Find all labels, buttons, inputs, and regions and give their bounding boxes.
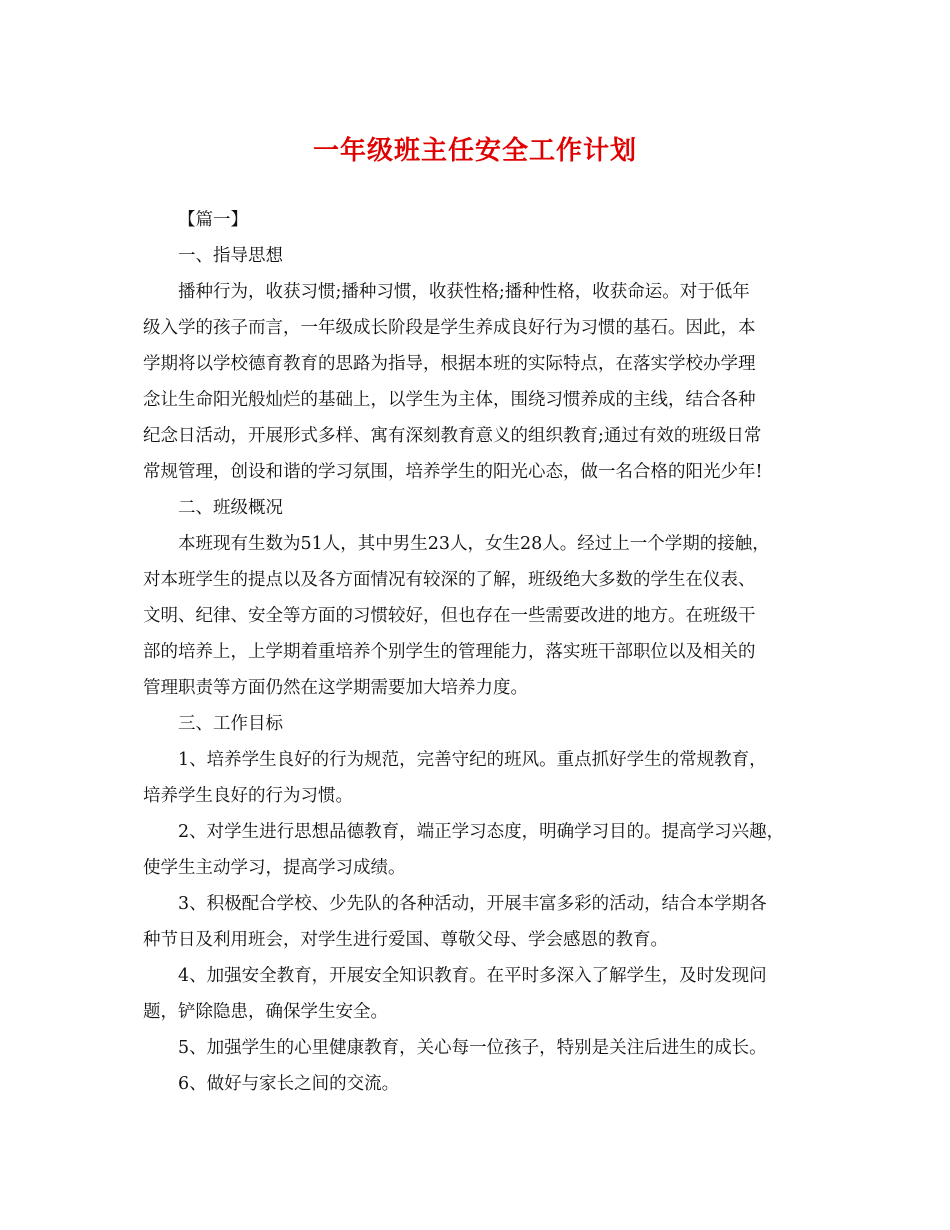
text-line: 二、班级概况 [178, 498, 283, 518]
text-line: 播种行为，收获习惯;播种习惯，收获性格;播种性格，收获命运。对于低年 [178, 282, 750, 302]
text-line: 6、做好与家长之间的交流。 [178, 1074, 400, 1094]
text-line: 本班现有生数为51人，其中男生23人，女生28人。经过上一个学期的接触， [178, 534, 770, 554]
text-line: 级入学的孩子而言，一年级成长阶段是学生养成良好行为习惯的基石。因此，本 [143, 318, 756, 338]
text-line: 2、对学生进行思想品德教育，端正学习态度，明确学习目的。提高学习兴趣， [178, 822, 785, 842]
text-line: 3、积极配合学校、少先队的各种活动，开展丰富多彩的活动，结合本学期各 [178, 894, 767, 914]
text-line: 4、加强安全教育，开展安全知识教育。在平时多深入了解学生，及时发现问 [178, 966, 767, 986]
text-line: 种节日及利用班会，对学生进行爱国、尊敬父母、学会感恩的教育。 [143, 930, 668, 950]
text-line: 题，铲除隐患，确保学生安全。 [143, 1002, 388, 1022]
text-line: 对本班学生的提点以及各方面情况有较深的了解，班级绝大多数的学生在仪表、 [143, 570, 756, 590]
text-line: 培养学生良好的行为习惯。 [143, 786, 353, 806]
text-line: 一、指导思想 [178, 246, 283, 266]
text-line: 1、培养学生良好的行为规范，完善守纪的班风。重点抓好学生的常规教育， [178, 750, 767, 770]
text-line: 【篇一】 [178, 210, 248, 230]
text-line: 使学生主动学习，提高学习成绩。 [143, 858, 406, 878]
text-line: 5、加强学生的心里健康教育，关心每一位孩子，特别是关注后进生的成长。 [178, 1038, 767, 1058]
document-body [143, 202, 811, 1102]
text-line: 三、工作目标 [178, 714, 283, 734]
text-line: 常规管理，创设和谐的学习氛围，培养学生的阳光心态，做一名合格的阳光少年! [143, 462, 763, 482]
text-line: 文明、纪律、安全等方面的习惯较好，但也存在一些需要改进的地方。在班级干 [143, 606, 756, 626]
text-line: 念让生命阳光般灿烂的基础上，以学生为主体，围绕习惯养成的主线，结合各种 [143, 390, 756, 410]
text-line: 学期将以学校德育教育的思路为指导，根据本班的实际特点，在落实学校办学理 [143, 354, 756, 374]
text-line: 部的培养上，上学期着重培养个别学生的管理能力，落实班干部职位以及相关的 [143, 642, 756, 662]
document-title: 一年级班主任安全工作计划 [312, 136, 637, 166]
text-line: 纪念日活动，开展形式多样、寓有深刻教育意义的组织教育;通过有效的班级日常 [143, 426, 762, 446]
text-line: 管理职责等方面仍然在这学期需要加大培养力度。 [143, 678, 528, 698]
